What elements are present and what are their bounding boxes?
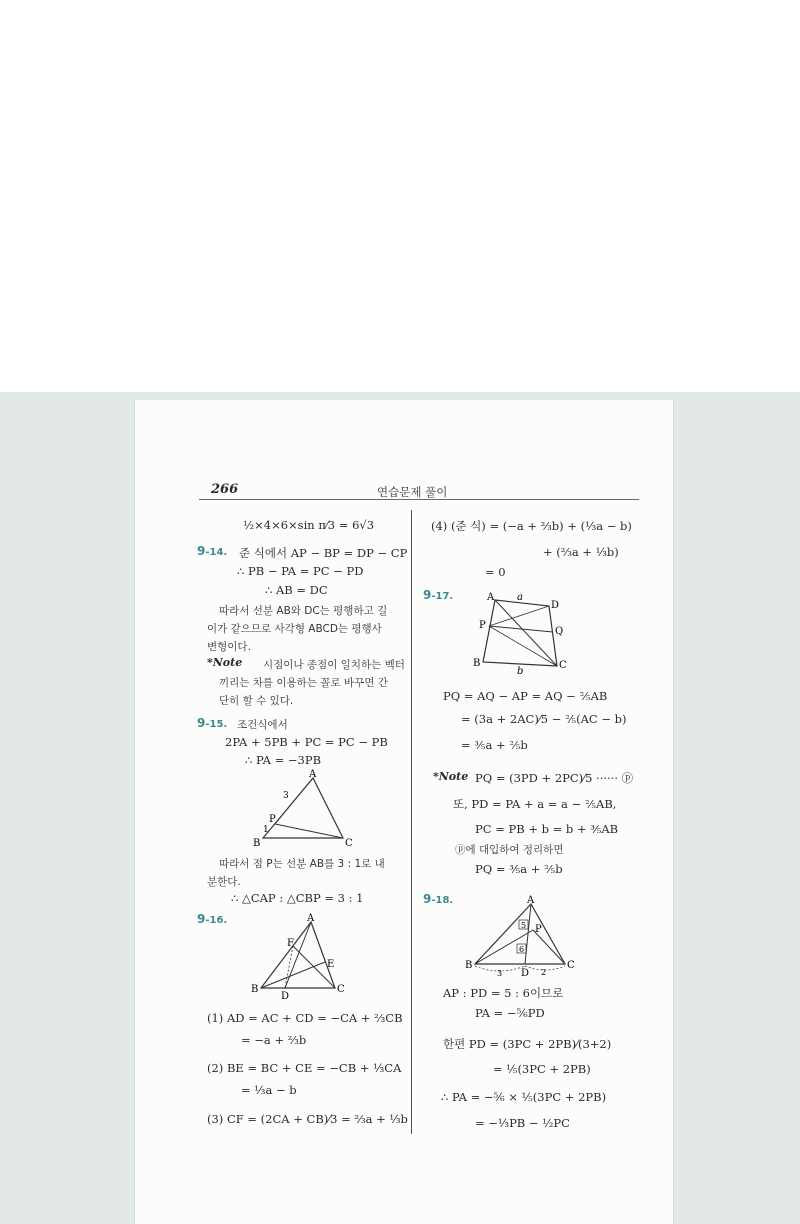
fig17-label-vec-b: b <box>517 666 524 677</box>
header-rule <box>199 499 639 500</box>
fig16-label-a: A <box>307 913 315 924</box>
problem-9-18-number: 9-18. <box>423 892 454 906</box>
problem-9-17-number: 9-17. <box>423 588 454 602</box>
p15-text1: 따라서 점 P는 선분 AB를 3 : 1로 내 <box>219 858 385 870</box>
triangle-figure-9-16 <box>245 912 355 1000</box>
fig18-label-2: 2 <box>541 968 547 977</box>
page-header-title: 연습문제 풀이 <box>377 485 448 499</box>
p18-line1: AP : PD = 5 : 6이므로 <box>443 986 564 1000</box>
p16-line3: (3) CF = (2CA + CB)⁄3 = ⅔a + ⅓b <box>207 1112 408 1126</box>
fig18-label-d: D <box>521 968 530 978</box>
p17-note2: 또, PD = PA + a = a − ⅖AB, <box>453 797 617 811</box>
fig16-label-b: B <box>251 984 259 995</box>
p17-note4: ⓟ에 대입하여 정리하면 <box>455 844 564 856</box>
column-divider <box>411 510 412 1134</box>
fig17-label-vec-a: a <box>517 592 523 603</box>
p16-line1: (1) AD = AC + CD = −CA + ⅔CB <box>207 1011 403 1025</box>
p17-line3: = ⅗a + ⅖b <box>461 738 528 752</box>
p18-line6: = −⅓PB − ½PC <box>475 1116 570 1130</box>
fig18-label-5: 5 <box>521 921 527 930</box>
fig18-label-6: 6 <box>519 945 525 954</box>
problem-9-15-number: 9-15. <box>197 716 228 730</box>
fig15-label-1: 1 <box>263 825 269 835</box>
triangle-figure-9-15 <box>245 768 355 850</box>
p18-line3: 한편 PD = (3PC + 2PB)⁄(3+2) <box>443 1037 612 1051</box>
p17-note3: PC = PB + b = b + ⅗AB <box>475 822 619 836</box>
p16-line2: (2) BE = BC + CE = −CB + ⅓CA <box>207 1061 402 1075</box>
p16-4-line1: (4) (준 식) = (−a + ⅔b) + (⅓a − b) <box>431 519 632 533</box>
p18-line5: ∴ PA = −⅚ × ⅕(3PC + 2PB) <box>441 1090 607 1104</box>
fig18-label-a: A <box>527 895 535 906</box>
triangle-figure-9-18 <box>461 894 579 978</box>
p17-note1: PQ = (3PD + 2PC)⁄5 ······ ⓟ <box>475 771 634 785</box>
p14-line3: ∴ AB = DC <box>265 583 328 597</box>
problem-9-16-number: 9-16. <box>197 912 228 926</box>
p17-note5: PQ = ⅗a + ⅖b <box>475 862 563 876</box>
p14-note-label: *Note <box>207 656 243 669</box>
p14-text2: 이가 같으므로 사각형 ABCD는 평행사 <box>207 623 382 635</box>
fig17-label-q: Q <box>555 626 564 637</box>
fig18-label-c: C <box>567 960 575 971</box>
fig16-label-c: C <box>337 984 345 995</box>
fig18-label-b: B <box>465 960 473 971</box>
p14-text3: 변형이다. <box>207 641 251 653</box>
textbook-page <box>134 400 674 1224</box>
fig17-label-p: P <box>479 620 486 631</box>
p16-line2b: = ⅓a − b <box>241 1083 297 1097</box>
p15-result: ∴ △CAP : △CBP = 3 : 1 <box>231 891 364 905</box>
p14-line1: 준 식에서 AP − BP = DP − CP <box>239 546 408 560</box>
problem-9-14-number: 9-14. <box>197 544 228 558</box>
p14-text1: 따라서 선분 AB와 DC는 평행하고 길 <box>219 605 388 617</box>
fig16-label-f: F <box>287 938 294 949</box>
trapezoid-figure-9-17 <box>473 588 583 680</box>
p17-line1: PQ = AQ − AP = AQ − ⅖AB <box>443 689 608 703</box>
fig18-label-3: 3 <box>497 969 503 978</box>
p15-text2: 분한다. <box>207 876 241 888</box>
p15-line1: 조건식에서 <box>237 719 288 731</box>
p17-line2: = (3a + 2AC)⁄5 − ⅖(AC − b) <box>461 712 627 726</box>
p16-4-line2: + (⅔a + ⅓b) <box>543 545 619 559</box>
fig17-label-a: A <box>487 592 495 603</box>
p14-note2: 끼리는 차를 이용하는 꼴로 바꾸면 간 <box>219 677 388 689</box>
intro-line: ½×4×6×sin π⁄3 = 6√3 <box>243 518 375 532</box>
page-number: 266 <box>211 482 239 497</box>
p15-line3: ∴ PA = −3PB <box>245 753 322 767</box>
p15-line2: 2PA + 5PB + PC = PC − PB <box>225 735 388 749</box>
fig17-label-d: D <box>551 600 560 611</box>
fig17-label-b: B <box>473 658 481 669</box>
p18-line2: PA = −⅚PD <box>475 1006 545 1020</box>
p14-note1: 시점이나 종점이 일치하는 벡터 <box>263 659 405 671</box>
p16-4-line3: = 0 <box>485 565 506 579</box>
p14-note3: 단히 할 수 있다. <box>219 695 294 707</box>
fig15-label-p: P <box>269 814 276 825</box>
fig15-label-3: 3 <box>283 791 289 801</box>
fig16-label-e: E <box>327 959 335 970</box>
fig18-label-p: P <box>535 924 542 935</box>
fig15-label-c: C <box>345 838 353 849</box>
p18-line4: = ⅕(3PC + 2PB) <box>493 1062 591 1076</box>
fig15-label-b: B <box>253 838 261 849</box>
fig17-label-c: C <box>559 660 567 671</box>
p14-line2: ∴ PB − PA = PC − PD <box>237 564 364 578</box>
fig15-label-a: A <box>309 769 317 780</box>
p17-note-label: *Note <box>433 770 469 783</box>
fig16-label-d: D <box>281 991 290 1000</box>
p16-line1b: = −a + ⅔b <box>241 1033 307 1047</box>
